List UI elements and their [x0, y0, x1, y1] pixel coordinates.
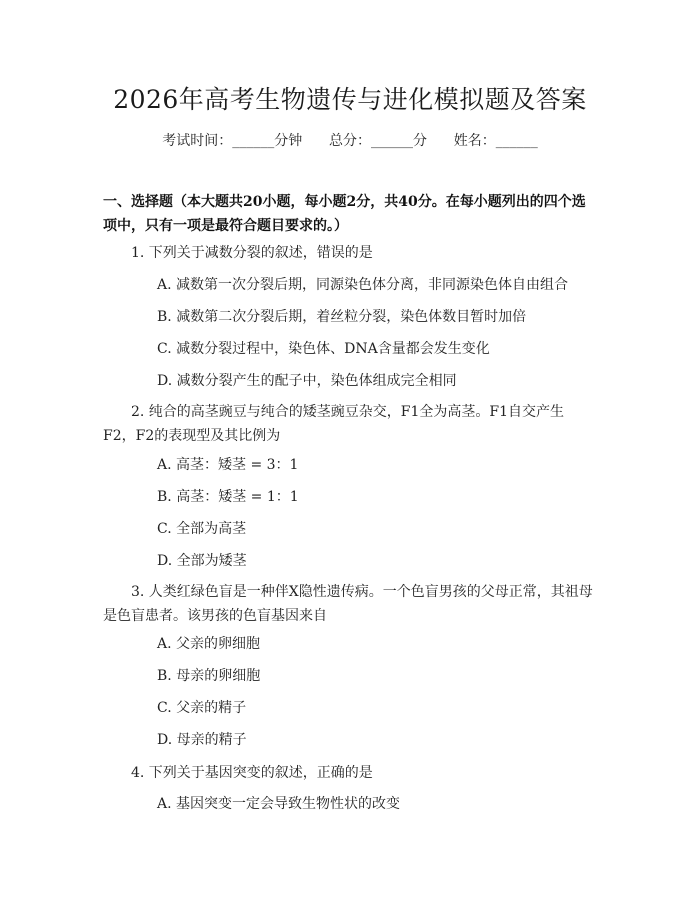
question-1-stem: 1. 下列关于减数分裂的叙述，错误的是	[131, 245, 373, 261]
section-heading: 一、选择题（本大题共20小题，每小题2分，共40分。在每小题列出的四个选项中，只有一项是最符合题目要求的。）	[103, 194, 586, 234]
question-2-option-c: C. 全部为高茎	[157, 521, 247, 537]
question-1-option-a: A. 减数第一次分裂后期，同源染色体分离，非同源染色体自由组合	[157, 277, 569, 293]
question-1-option-d: D. 减数分裂产生的配子中，染色体组成完全相同	[157, 373, 457, 389]
question-3-option-b: B. 母亲的卵细胞	[157, 668, 261, 684]
question-3-option-a: A. 父亲的卵细胞	[157, 636, 261, 652]
question-4-option-a: A. 基因突变一定会导致生物性状的改变	[157, 796, 401, 812]
question-3-option-d: D. 母亲的精子	[157, 732, 247, 748]
question-2-option-a: A. 高茎：矮茎 = 3：1	[157, 457, 299, 473]
question-2-option-d: D. 全部为矮茎	[157, 553, 247, 569]
question-1-option-c: C. 减数分裂过程中，染色体、DNA含量都会发生变化	[157, 341, 490, 357]
question-4-stem: 4. 下列关于基因突变的叙述，正确的是	[131, 765, 373, 781]
question-3-stem: 3. 人类红绿色盲是一种伴X隐性遗传病。一个色盲男孩的父母正常，其祖母是色盲患者。该男孩的色盲基因来自	[103, 584, 593, 624]
exam-info-line: 考试时间：______分钟 总分：______分 姓名：______	[162, 133, 538, 149]
question-2-option-b: B. 高茎：矮茎 = 1：1	[157, 489, 299, 505]
exam-title: 2026年高考生物遗传与进化模拟题及答案	[113, 85, 587, 114]
question-1-option-b: B. 减数第二次分裂后期，着丝粒分裂，染色体数目暂时加倍	[157, 309, 527, 325]
question-2-stem: 2. 纯合的高茎豌豆与纯合的矮茎豌豆杂交，F1全为高茎。F1自交产生F2，F2的表现型及其比例为	[103, 404, 565, 444]
question-3-option-c: C. 父亲的精子	[157, 700, 247, 716]
